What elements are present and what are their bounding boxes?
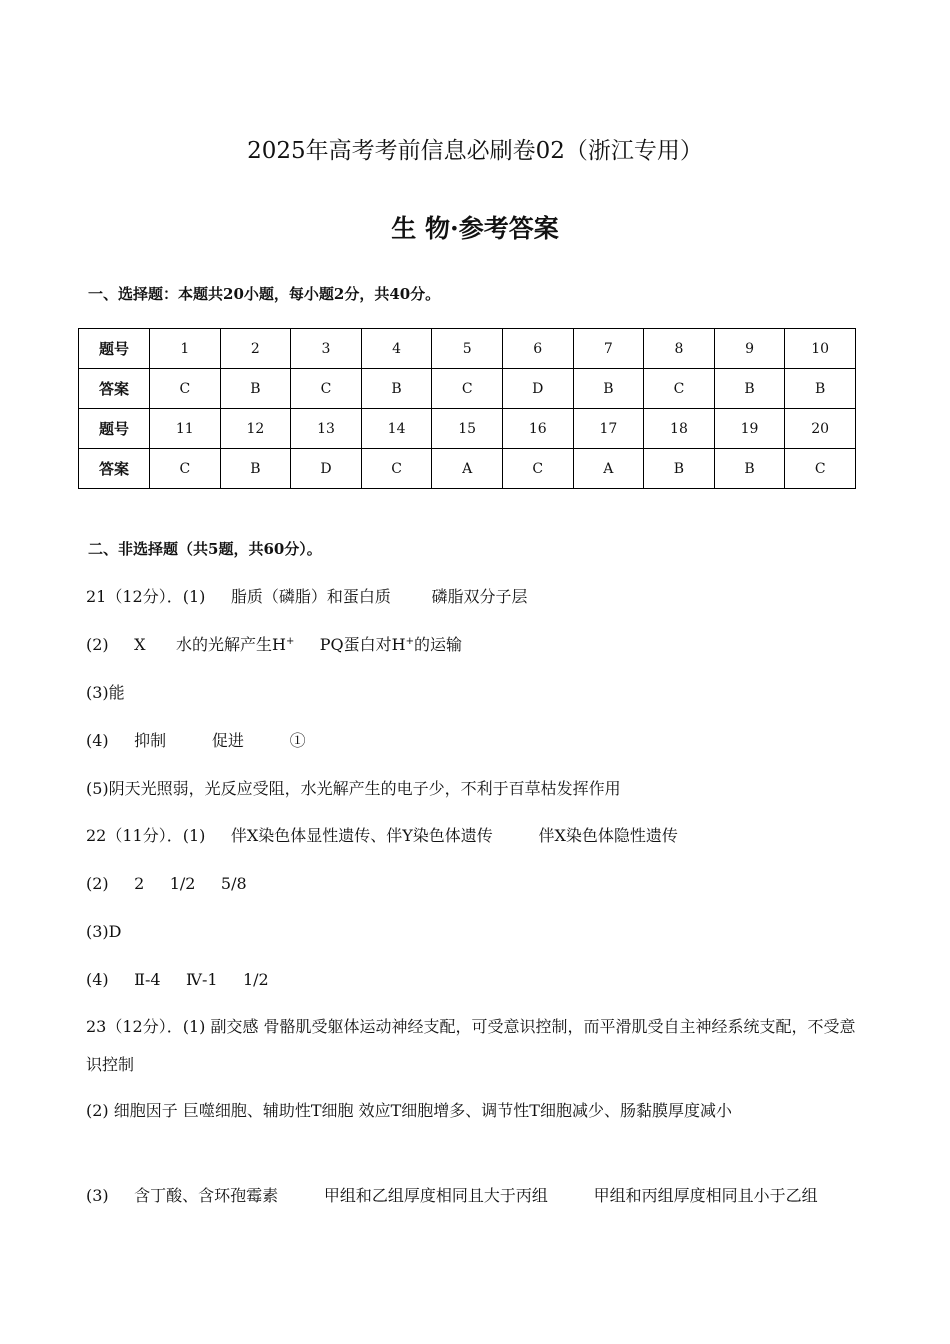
answer-line-23-3: (3) 含丁酸、含环孢霉素 甲组和乙组厚度相同且大于丙组 甲组和丙组厚度相同且小于乙组 bbox=[86, 1186, 818, 1205]
question-number: 10 bbox=[785, 329, 856, 369]
answer-line-23-2: (2) 细胞因子 巨噬细胞、辅助性T细胞 效应T细胞增多、调节性T细胞减少、肠黏膜厚度减小 bbox=[86, 1101, 732, 1120]
answer-cell: C bbox=[150, 449, 221, 489]
section-heading-choice: 一、选择题：本题共20小题，每小题2分，共40分。 bbox=[88, 285, 441, 303]
row-header: 题号 bbox=[79, 409, 150, 449]
question-number: 19 bbox=[714, 409, 785, 449]
question-number: 17 bbox=[573, 409, 644, 449]
question-number: 18 bbox=[644, 409, 715, 449]
superscript: + bbox=[405, 636, 415, 647]
question-number: 4 bbox=[361, 329, 432, 369]
table-row bbox=[79, 369, 856, 409]
section-heading-nonchoice: 二、非选择题（共5题，共60分）。 bbox=[88, 540, 322, 558]
answer-cell: B bbox=[714, 449, 785, 489]
answer-cell: C bbox=[644, 369, 715, 409]
answer-text: 的运输 bbox=[414, 635, 463, 654]
answer-cell: C bbox=[785, 449, 856, 489]
table-row bbox=[79, 449, 856, 489]
question-number: 8 bbox=[644, 329, 715, 369]
row-header: 题号 bbox=[79, 329, 150, 369]
question-number: 13 bbox=[291, 409, 362, 449]
answer-cell: A bbox=[573, 449, 644, 489]
answer-line-22-3: (3)D bbox=[86, 922, 122, 941]
answer-line-23-1: 23（12分）．(1) 副交感 骨骼肌受躯体运动神经支配，可受意识控制，而平滑肌受自主神经系统支配，不受意识控制 bbox=[86, 1017, 856, 1074]
answer-cell: C bbox=[502, 449, 573, 489]
answer-cell: C bbox=[291, 369, 362, 409]
answer-line-22-4: (4) Ⅱ-4 Ⅳ-1 1/2 bbox=[86, 970, 269, 989]
answer-cell: A bbox=[432, 449, 503, 489]
question-number: 1 bbox=[150, 329, 221, 369]
question-number: 14 bbox=[361, 409, 432, 449]
document-title: 2025年高考考前信息必刷卷02（浙江专用） bbox=[247, 138, 703, 164]
question-number: 6 bbox=[502, 329, 573, 369]
answer-cell: B bbox=[220, 369, 291, 409]
question-number: 16 bbox=[502, 409, 573, 449]
answer-table bbox=[78, 328, 856, 489]
answer-cell: D bbox=[291, 449, 362, 489]
answer-cell: B bbox=[785, 369, 856, 409]
answer-cell: B bbox=[361, 369, 432, 409]
question-number: 3 bbox=[291, 329, 362, 369]
answer-line-21-5: (5)阴天光照弱，光反应受阻，水光解产生的电子少，不利于百草枯发挥作用 bbox=[86, 779, 621, 798]
answer-cell: B bbox=[573, 369, 644, 409]
question-number: 15 bbox=[432, 409, 503, 449]
question-number: 5 bbox=[432, 329, 503, 369]
answer-line-21-2 bbox=[86, 626, 866, 664]
answer-line-22-1: 22（11分）．(1) 伴X染色体显性遗传、伴Y染色体遗传 伴X染色体隐性遗传 bbox=[86, 826, 678, 845]
answer-cell: C bbox=[150, 369, 221, 409]
superscript: + bbox=[285, 636, 295, 647]
table-row bbox=[79, 409, 856, 449]
answer-cell: B bbox=[644, 449, 715, 489]
row-header: 答案 bbox=[79, 449, 150, 489]
answer-text: PQ蛋白对H bbox=[294, 635, 406, 654]
question-number: 7 bbox=[573, 329, 644, 369]
question-number: 20 bbox=[785, 409, 856, 449]
row-header: 答案 bbox=[79, 369, 150, 409]
question-number: 2 bbox=[220, 329, 291, 369]
answer-cell: B bbox=[714, 369, 785, 409]
answer-line-21-3: (3)能 bbox=[86, 683, 125, 702]
question-number: 11 bbox=[150, 409, 221, 449]
answer-text: (2) X 水的光解产生H bbox=[86, 635, 286, 654]
document-subtitle: 生 物·参考答案 bbox=[391, 214, 559, 243]
answer-line-21-4: (4) 抑制 促进 ① bbox=[86, 731, 306, 750]
answer-line-22-2: (2) 2 1/2 5/8 bbox=[86, 874, 247, 893]
answer-cell: B bbox=[220, 449, 291, 489]
table-row bbox=[79, 329, 856, 369]
answer-line-21-1: 21（12分）．(1) 脂质（磷脂）和蛋白质 磷脂双分子层 bbox=[86, 587, 528, 606]
question-number: 12 bbox=[220, 409, 291, 449]
answer-cell: C bbox=[432, 369, 503, 409]
answer-cell: D bbox=[502, 369, 573, 409]
question-number: 9 bbox=[714, 329, 785, 369]
answer-cell: C bbox=[361, 449, 432, 489]
